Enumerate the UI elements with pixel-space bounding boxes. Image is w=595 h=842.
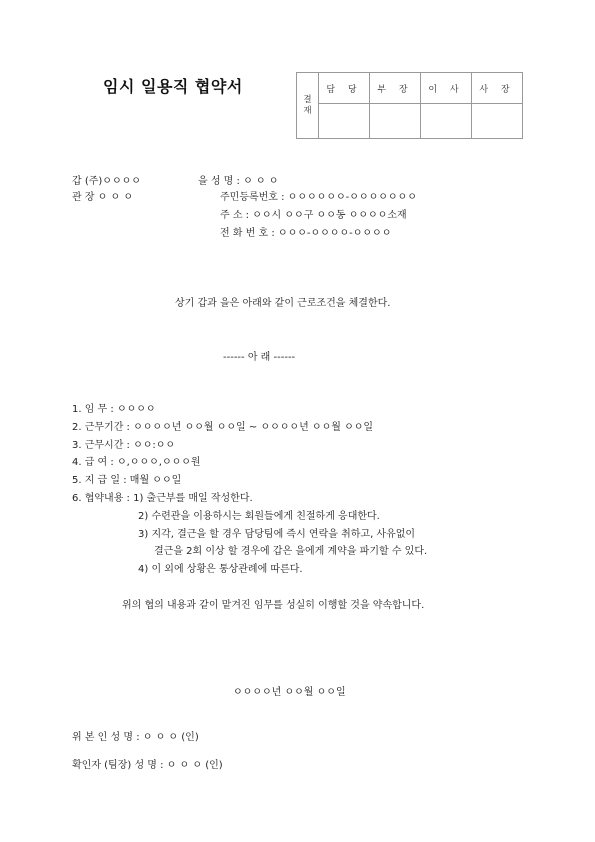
term-payday: 5. 지 급 일 : 매월 ㅇㅇ일 [72, 475, 182, 486]
term-content: 6. 협약내용 : 1) 출근부를 매일 작성한다. [72, 493, 253, 504]
party-eul-address: 주 소 : ㅇㅇ시 ㅇㅇ구 ㅇㅇ동 ㅇㅇㅇㅇ소재 [220, 210, 407, 221]
signature-confirmer: 확인자 (팀장) 성 명 : ㅇ ㅇ ㅇ (인) [72, 760, 223, 771]
term-salary: 4. 급 여 : ㅇ,ㅇㅇㅇ,ㅇㅇㅇ원 [72, 457, 201, 468]
approval-sign-director [421, 104, 472, 139]
subterm-4: 4) 이 외에 상황은 통상관례에 따른다. [138, 564, 303, 575]
term-period: 2. 근무기간 : ㅇㅇㅇㅇ년 ㅇㅇ월 ㅇㅇ일 ~ ㅇㅇㅇㅇ년 ㅇㅇ월 ㅇㅇ일 [72, 422, 374, 433]
approval-table [296, 72, 523, 139]
promise-text: 위의 협의 내용과 같이 맡겨진 임무를 성실히 이행할 것을 약속합니다. [122, 600, 425, 611]
intro-text: 상기 갑과 을은 아래와 같이 근로조건을 체결한다. [175, 298, 391, 309]
signature-principal: 위 본 인 성 명 : ㅇ ㅇ ㅇ (인) [72, 732, 199, 743]
document-title: 임시 일용직 협약서 [103, 77, 243, 96]
approval-col-manager: 부 장 [370, 73, 421, 104]
approval-col-president: 사 장 [472, 73, 523, 104]
party-gap: 갑 (주)ㅇㅇㅇㅇ [72, 176, 141, 187]
approval-label: 결재 [297, 73, 319, 139]
subterm-3: 3) 지각, 결근을 할 경우 담당팀에 즉시 연락을 취하고, 사유없이 [138, 529, 416, 540]
approval-sign-manager [370, 104, 421, 139]
party-gap-manager: 관 장 ㅇ ㅇ ㅇ [72, 192, 134, 203]
party-eul-name: 을 성 명 : ㅇ ㅇ ㅇ [198, 176, 279, 187]
section-divider: ------ 아 래 ------ [223, 352, 296, 363]
party-eul-phone: 전 화 번 호 : ㅇㅇㅇ-ㅇㅇㅇㅇ-ㅇㅇㅇㅇ [220, 228, 392, 239]
approval-col-staff: 담 당 [319, 73, 370, 104]
party-eul-id: 주민등록번호 : ㅇㅇㅇㅇㅇㅇ-ㅇㅇㅇㅇㅇㅇㅇ [220, 192, 417, 203]
approval-sign-staff [319, 104, 370, 139]
approval-col-director: 이 사 [421, 73, 472, 104]
term-duty: 1. 임 무 : ㅇㅇㅇㅇ [72, 404, 156, 415]
approval-sign-president [472, 104, 523, 139]
subterm-2: 2) 수련관을 이용하시는 회원들에게 친절하게 응대한다. [138, 511, 380, 522]
contract-date: ㅇㅇㅇㅇ년 ㅇㅇ월 ㅇㅇ일 [233, 687, 346, 698]
term-hours: 3. 근무시간 : ㅇㅇ:ㅇㅇ [72, 440, 176, 451]
subterm-3-cont: 결근을 2회 이상 할 경우에 갑은 을에게 계약을 파기할 수 있다. [154, 546, 428, 557]
